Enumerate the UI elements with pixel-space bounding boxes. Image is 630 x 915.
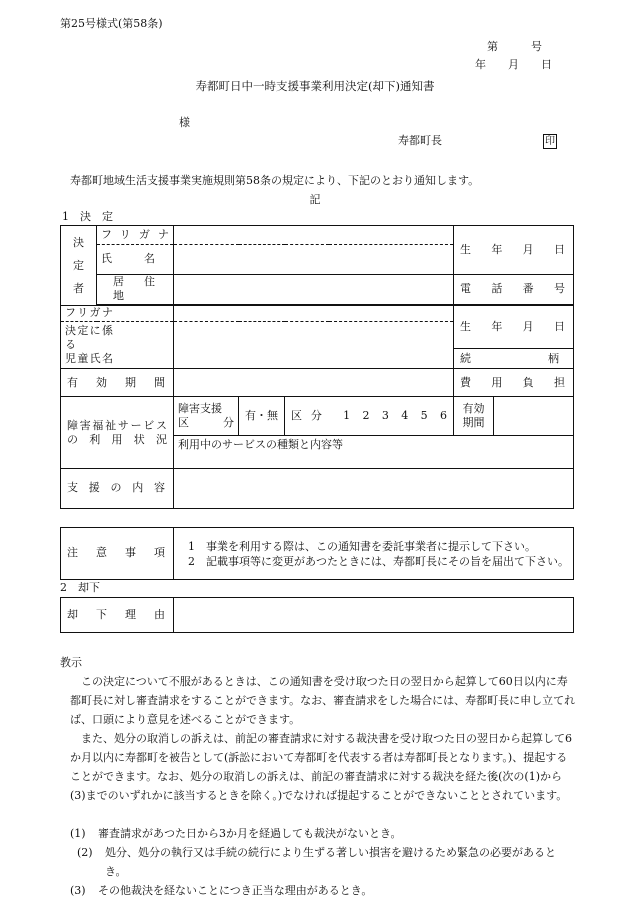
disability-label-cell: [174, 397, 239, 436]
document-number: 第 号: [487, 40, 542, 53]
child-birth-date-label: 生年月日: [454, 305, 574, 349]
notes-content: [174, 528, 574, 580]
support-content-label: 支援の内容: [61, 469, 174, 509]
note-2: 2 記載事項等に変更があつたときには、寿都町長にその旨を届出て下さい。: [188, 554, 569, 568]
note-1: 1 事業を利用する際は、この通知書を委託事業者に提示して下さい。: [188, 539, 536, 553]
support-content-field[interactable]: [174, 469, 574, 509]
disability-label-1: 障害支援: [178, 402, 222, 416]
welfare-valid-field[interactable]: [494, 397, 574, 436]
presence-option[interactable]: 有・無: [239, 397, 285, 436]
issue-date: 年 月 日: [475, 58, 552, 71]
notice-item-2: [77, 843, 576, 881]
rejection-reason-label: 却下理由: [61, 598, 174, 633]
phone-label: 電話番号: [454, 275, 574, 305]
section1-heading: 1 決 定: [62, 210, 113, 223]
notice-item-3-num: (3): [70, 884, 86, 897]
welfare-valid-label-cell: [454, 397, 494, 436]
notice-paragraph-2: また、処分の取消しの訴えは、前記の審査請求に対する裁決書を受け取つた日の翌日から起算して6か月以内に寿都町を被告として(訴訟において寿都町を代表する者は寿都町長となります。)、提起することができます。なお、処分の取消しの訴えは、前記の審査請求に対する裁決を経た後(次の(1)から(3)までのいずれかに該当するときを除く。)でなければ提起することができないこととされています。: [70, 732, 572, 802]
furigana-label: フリガナ: [97, 226, 174, 245]
notice-paragraph-1: この決定について不服があるときは、この通知書を受け取つた日の翌日から起算して60日以内に寿都町長に対し審査請求をすることができます。なお、審査請求をした場合には、寿都町長に申し立てれば、口頭により意見を述べることができます。: [70, 675, 576, 726]
service-types-field[interactable]: 利用中のサービスの種類と内容等: [174, 436, 574, 469]
section2-heading: 2 却下: [60, 581, 100, 594]
notice-item-1: [70, 824, 576, 843]
decider-label-2: 定: [73, 258, 84, 272]
notice-heading: 教示: [60, 656, 82, 669]
document-title: 寿都町日中一時支援事業利用決定(却下)通知書: [195, 79, 435, 93]
form-number: 第25号様式(第58条): [60, 17, 163, 30]
intro-text: 寿都町地域生活支援事業実施規則第58条の規定により、下記のとおり通知します。: [70, 174, 480, 187]
child-furigana-label: フリガナ: [61, 305, 174, 321]
welfare-label-1: 障害福祉サービス: [67, 418, 167, 432]
sender-name: 寿都町長: [398, 134, 442, 147]
child-furigana-field[interactable]: [174, 305, 454, 321]
welfare-valid-label-1: 有効: [462, 402, 485, 416]
valid-period-field[interactable]: [174, 369, 454, 397]
welfare-label-2: の利用状況: [67, 432, 167, 446]
notice-item-2-text: 処分、処分の執行又は手続の続行により生ずる著しい損害を避けるため緊急の必要があるとき。: [105, 846, 556, 878]
child-label-2: 児童氏名: [65, 352, 113, 366]
decider-label-3: 者: [73, 281, 84, 295]
support-table: [60, 468, 574, 509]
rejection-table: [60, 597, 574, 633]
ki-heading: 記: [309, 193, 321, 206]
disability-label-2: 区 分: [178, 416, 234, 430]
name-field[interactable]: [174, 245, 454, 275]
address-field[interactable]: [174, 275, 454, 305]
addressee-suffix: 様: [179, 116, 190, 129]
child-name-field[interactable]: [174, 321, 454, 369]
welfare-label-cell: [61, 397, 174, 469]
decision-table: [60, 225, 574, 469]
notice-item-3: [70, 881, 576, 900]
furigana-field[interactable]: [174, 226, 454, 245]
notes-label: 注意事項: [61, 528, 174, 580]
notice-item-3-text: その他裁決を経ないことにつき正当な理由があるとき。: [98, 884, 373, 897]
address-label: 居 住 地: [97, 275, 174, 305]
decider-label-1: 決: [73, 235, 84, 249]
name-label: 氏 名: [97, 245, 174, 275]
notice-item-2-num: (2): [77, 846, 93, 859]
notice-item-1-text: 審査請求があつた日から3か月を経過しても裁決がないとき。: [98, 827, 402, 840]
category-options[interactable]: 区分 1 2 3 4 5 6: [285, 397, 454, 436]
child-name-label-cell: [61, 321, 174, 369]
valid-period-label: 有効期間: [61, 369, 174, 397]
rejection-reason-field[interactable]: [174, 598, 574, 633]
child-label-1: 決定に係る: [65, 323, 113, 351]
notes-table: [60, 527, 574, 580]
welfare-valid-label-2: 期間: [462, 416, 485, 430]
decider-label-cell: [61, 226, 97, 306]
relation-label: 続 柄: [454, 349, 574, 369]
cost-label: 費用負担: [454, 369, 574, 397]
seal-mark: 印: [545, 136, 555, 147]
notice-item-1-num: (1): [70, 827, 86, 840]
birth-date-label: 生年月日: [454, 226, 574, 275]
